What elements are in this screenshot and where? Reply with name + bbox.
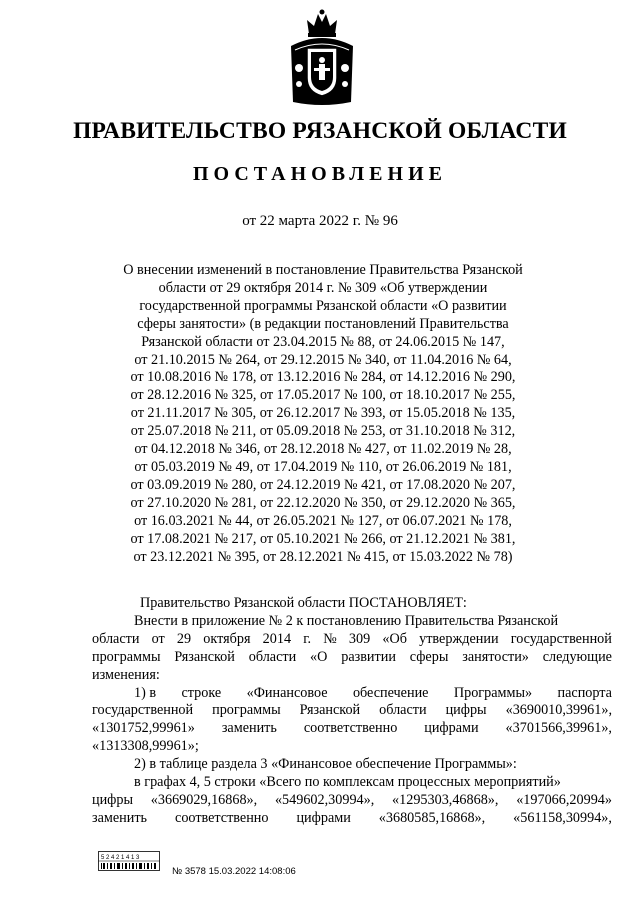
word: «549602,30994», <box>274 791 375 808</box>
subject-line: от 04.12.2018 № 346, от 28.12.2018 № 427, от 11.02.2019 № 28, <box>134 441 512 458</box>
word: цифры <box>445 702 487 719</box>
word: октября <box>203 630 251 647</box>
coat-of-arms-icon <box>287 8 357 108</box>
subject-line: от 28.12.2016 № 325, от 17.05.2017 № 100, от 18.10.2017 № 255, <box>130 387 516 404</box>
word: области <box>379 702 427 719</box>
word: области <box>92 630 140 647</box>
word: сферы <box>409 648 449 665</box>
subject-line: от 25.07.2018 № 211, от 05.09.2018 № 253, от 31.10.2018 № 312, <box>130 423 516 440</box>
word: следующие <box>542 648 612 665</box>
item-2: 2) в таблице раздела 3 «Финансовое обеспечение Программы»: <box>134 756 517 773</box>
word: «561158,30994», <box>513 809 612 826</box>
word: «Об <box>382 630 407 647</box>
word: соответственно <box>303 720 398 737</box>
word: «1295303,46868», <box>392 791 499 808</box>
word: от <box>151 630 165 647</box>
word: № <box>323 630 337 647</box>
word: соответственно <box>175 809 269 826</box>
word: паспорта <box>557 684 612 701</box>
document-type: ПОСТАНОВЛЕНИЕ <box>193 163 447 185</box>
word: программы <box>92 648 161 665</box>
word: государственной <box>92 702 194 719</box>
word: обеспечение <box>352 684 429 701</box>
word: заменить <box>221 720 277 737</box>
word: «Финансовое <box>246 684 328 701</box>
organization-title: ПРАВИТЕЛЬСТВО РЯЗАНСКОЙ ОБЛАСТИ <box>73 118 567 144</box>
subject-line: от 16.03.2021 № 44, от 26.05.2021 № 127, от 06.07.2021 № 178, <box>134 512 512 529</box>
paragraph-1-line-2 <box>92 631 612 649</box>
item-2-sub-line-1: в графах 4, 5 строки «Всего по комплексам процессных мероприятий» <box>134 774 561 791</box>
word: развитии <box>341 648 396 665</box>
word: строке <box>181 684 222 701</box>
subject-line: от 17.08.2021 № 217, от 05.10.2021 № 266, от 21.12.2021 № 381, <box>130 530 516 547</box>
item-2-sub-line-3 <box>92 810 612 828</box>
item-1-line-3 <box>92 720 612 738</box>
stamp-number: 5 2 4 2 1 4 1 3 <box>101 855 140 861</box>
word: утверждении <box>419 630 499 647</box>
subject-line: Рязанской области от 23.04.2015 № 88, от 24.06.2015 № 147, <box>141 333 505 350</box>
word: Рязанской <box>174 648 235 665</box>
subject-line: от 10.08.2016 № 178, от 13.12.2016 № 284, от 14.12.2016 № 290, <box>130 369 516 386</box>
word: занятости» <box>462 648 529 665</box>
word: 2014 <box>262 630 292 647</box>
word: области <box>248 648 297 665</box>
item-1-line-2 <box>92 702 612 720</box>
subject-line: сферы занятости» (в редакции постановлений Правительства <box>137 315 509 332</box>
registration-info: № 3578 15.03.2022 14:08:06 <box>172 866 296 877</box>
word: Программы» <box>453 684 533 701</box>
item-1-line-1 <box>92 685 612 703</box>
paragraph-1-line-1: Внести в приложение № 2 к постановлению Правительства Рязанской <box>134 612 559 629</box>
word: «3690010,39961», <box>505 702 612 719</box>
word: Рязанской <box>299 702 361 719</box>
word: г. <box>303 630 311 647</box>
word: 309 <box>348 630 371 647</box>
word: «3669029,16868», <box>150 791 258 808</box>
subject-line: О внесении изменений в постановление Правительства Рязанской <box>123 262 523 278</box>
word: программы <box>212 702 281 719</box>
word: государственной <box>510 630 612 647</box>
word: «3680585,16868», <box>378 809 486 826</box>
item-1-line-4: «1313308,99961»; <box>92 738 199 755</box>
paragraph-1-line-3 <box>92 649 612 667</box>
word: «О <box>310 648 328 665</box>
document-body <box>92 595 612 828</box>
subject-line: от 21.11.2017 № 305, от 26.12.2017 № 393, от 15.05.2018 № 135, <box>130 405 516 422</box>
document-subject <box>100 262 546 566</box>
subject-line: от 23.12.2021 № 395, от 28.12.2021 № 415, от 15.03.2022 № 78) <box>133 548 513 565</box>
subject-line: государственной программы Рязанской области «О развитии <box>139 297 507 314</box>
word: «3701566,39961», <box>505 720 612 737</box>
preamble: Правительство Рязанской области ПОСТАНОВЛЯЕТ: <box>140 595 467 611</box>
barcode-stamp <box>98 851 160 871</box>
word: цифрами <box>296 809 351 826</box>
subject-line: от 21.10.2015 № 264, от 29.12.2015 № 340, от 11.04.2016 № 64, <box>134 351 512 368</box>
word: заменить <box>92 809 148 826</box>
document-date-number: от 22 марта 2022 г. № 96 <box>242 213 398 229</box>
word: «197066,20994» <box>516 791 612 808</box>
word: 29 <box>176 630 192 647</box>
subject-line: от 05.03.2019 № 49, от 17.04.2019 № 110, от 26.06.2019 № 181, <box>134 458 512 475</box>
word: цифрами <box>424 720 479 737</box>
paragraph-1-line-4: изменения: <box>92 666 160 683</box>
subject-line: от 03.09.2019 № 280, от 24.12.2019 № 421, от 17.08.2020 № 207, <box>130 476 516 493</box>
item-2-sub-line-2 <box>92 792 612 810</box>
word: 1) в <box>134 684 157 701</box>
word: «1301752,99961» <box>92 720 195 737</box>
word: цифры <box>92 791 134 808</box>
subject-line: области от 29 октября 2014 г. № 309 «Об утверждении <box>158 279 488 296</box>
subject-line: от 27.10.2020 № 281, от 22.12.2020 № 350, от 29.12.2020 № 365, <box>130 494 516 511</box>
